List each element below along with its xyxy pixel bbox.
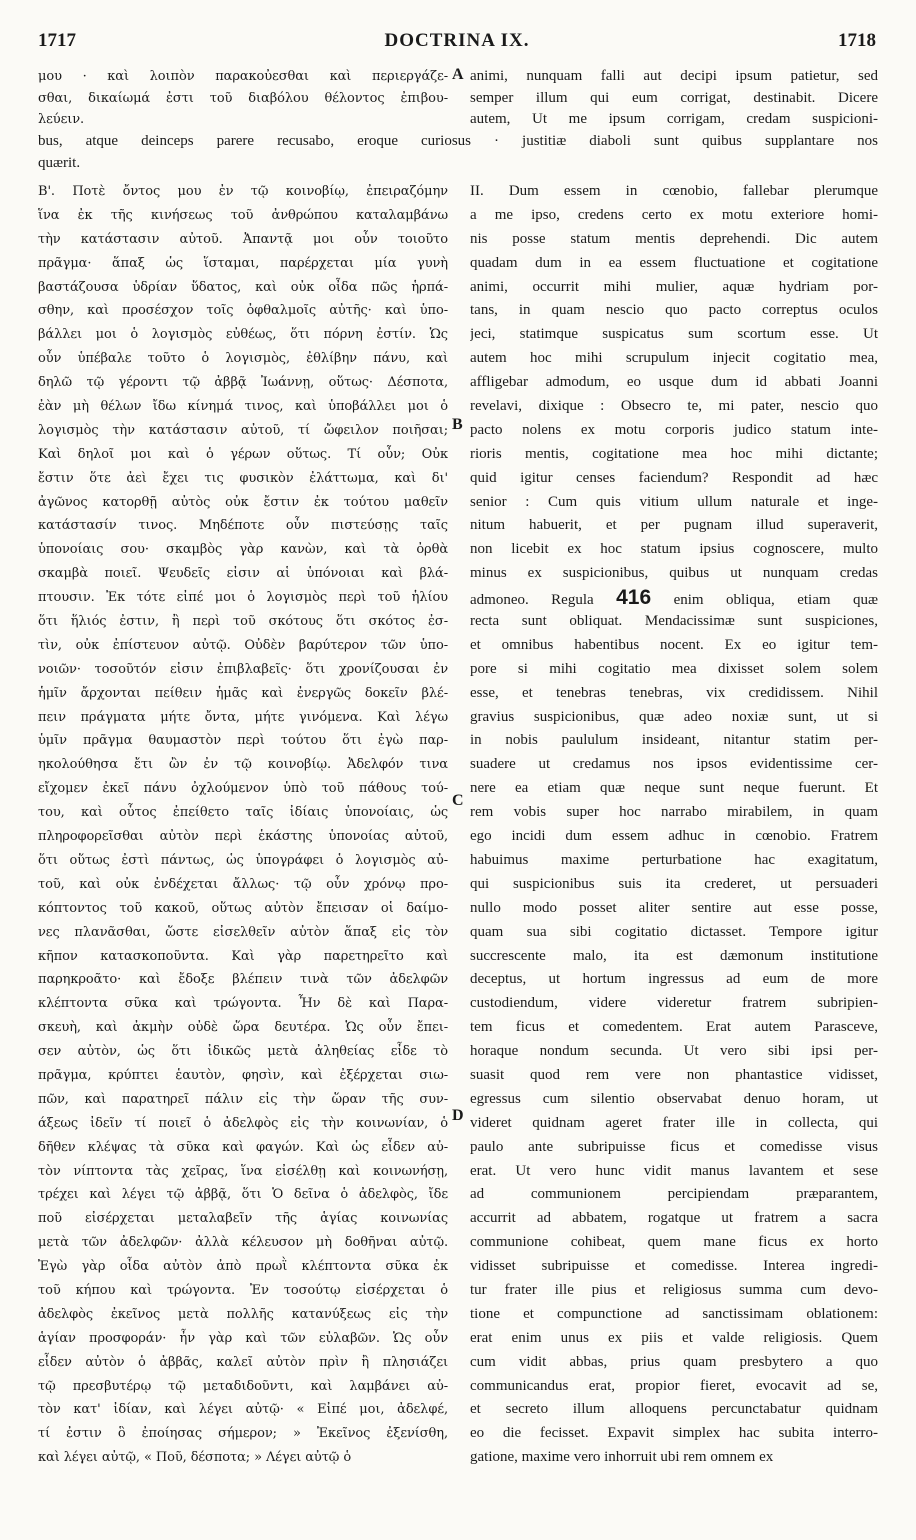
latin-line: gatione, maxime vero inhorruit ubi rem omnem ex: [470, 1449, 774, 1466]
top-latin-column: [470, 66, 878, 131]
greek-line: παρηκροᾶτο· καὶ ἔδοξε βλέπειν τινὰ τῶν ἀδελφῶν: [38, 972, 448, 988]
margin-marker-c: C: [452, 792, 464, 809]
page-number-left: 1717: [38, 30, 76, 51]
greek-line: τὸν κατ' ἰδίαν, καὶ λέγει αὐτῷ· « Εἰπέ μοι, ἀδελφέ,: [38, 1402, 448, 1418]
greek-line: ὑπονοίαις σου· σκαμβὸς γὰρ κανὼν, καὶ τὰ ὀρθὰ: [38, 542, 448, 558]
latin-line: tione et compunctione ad sanctissimam oblationem:: [470, 1305, 878, 1322]
latin-line: a me ipso, credens certo ex motu exteriore homi-: [470, 206, 878, 223]
latin-line: ad communionem percipiendam præparantem,: [470, 1186, 878, 1203]
greek-line: τρέχει καὶ λέγει τῷ ἀββᾷ, ὅτι Ὁ δεῖνα ὁ ἀδελφὸς, ἴδε: [38, 1187, 448, 1203]
latin-line: animi, nunquam falli aut decipi ipsum patietur, sed: [470, 68, 878, 84]
latin-line: II. Dum essem in cœnobio, fallebar plerumque: [470, 183, 878, 199]
greek-line: σθην, καὶ προσέσχον τοῖς ὀφθαλμοῖς αὐτῆς· καὶ ὑπο-: [38, 303, 448, 319]
greek-line: βάλλει μοι ὁ λογισμὸς εὐθέως, ὅτι πόρνη ἐστίν. Ὡς: [38, 327, 448, 343]
latin-line: pacto nolens ex motu corporis judico statum inte-: [470, 421, 878, 438]
latin-line: quadam dum in ea essem fluctuatione et cogitatione: [470, 254, 878, 271]
latin-line: cum vidit abbas, prius quam presbytero a quo: [470, 1353, 878, 1370]
latin-line: accurrit ad abbatem, rogatque ut fratrem a sacra: [470, 1210, 878, 1227]
latin-column: [470, 180, 878, 1470]
greek-line: τοῦ, καὶ οὐκ ἐνδέχεται ἄλλως· τῷ οὖν χρόνῳ προ-: [38, 876, 448, 892]
greek-line: πτουσιν. Ἐκ τότε εἰπέ μοι ὁ λογισμὸς περὶ τοῦ ἡλίου: [38, 590, 448, 606]
latin-line: tans, in quam nescio quo pacto correptus oculos: [470, 302, 878, 319]
greek-line: ὅτι οὕτως ἐστὶ πάντως, ὡς ὑπογράφει ὁ λογισμὸς αὐ-: [38, 852, 448, 868]
greek-line: πρᾶγμα· ἅπαξ ὡς ἵσταμαι, παρέρχεται μία γυνὴ: [38, 255, 448, 271]
latin-line: senior : Cum quis vitium ullum naturale et inge-: [470, 493, 878, 510]
greek-line: τὴν κατάστασιν αὐτοῦ. Ἀπαντᾷ μοι οὖν τοιοῦτο: [38, 231, 448, 247]
latin-line: qui suspicionibus suis ita crederet, ut persuaderi: [470, 875, 878, 892]
latin-line: deceptus, ut hortum ingressus ad eum de more: [470, 971, 878, 988]
latin-line: communione cohibeat, quem mane ficus ex horto: [470, 1234, 878, 1251]
latin-line: et secreto illum alloquens percunctabatur quidnam: [470, 1401, 878, 1418]
greek-line: τὶν, οὐκ ἐπίστευον αὐτῷ. Οὐδὲν βαρύτερον τῶν ὑπο-: [38, 637, 448, 653]
latin-line: autem, Ut me ipsum corrigam, credam suspicioni-: [470, 111, 878, 128]
greek-line: εἶδεν αὐτὸν ὁ ἀββᾶς, καλεῖ αὐτὸν πρὶν ἢ πλησιάζει: [38, 1354, 448, 1370]
greek-line: ἵνα ἐκ τῆς κινήσεως τοῦ ἀνθρώπου καταλαμβάνω: [38, 207, 448, 223]
greek-line: τὸν νίπτοντα τὰς χεῖρας, ἵνα εἰσέλθῃ καὶ κοινωνήσῃ,: [38, 1163, 448, 1179]
greek-line: άξεως ἰδεῖν τί ποιεῖ ὁ ἀδελφὸς εἰς τὴν κοινωνίαν, ὁ: [38, 1115, 448, 1131]
greek-line: Β'. Ποτὲ ὄντος μου ἐν τῷ κοινοβίῳ, ἐπειραζόμην: [38, 184, 448, 199]
greek-line: οὖν ὑπέβαλε τοῦτο ὁ λογισμὸς, ἐθλίβην πάνυ, καὶ: [38, 351, 448, 367]
margin-marker-a: A: [452, 66, 464, 83]
greek-line: ἔστιν ὅτε ἀεὶ ἔχει τις φυσικὸν ἐλάττωμα, καὶ δι': [38, 470, 448, 486]
greek-line: λεύειν.: [38, 112, 85, 128]
greek-line: ἀδελφὸς ἐκεῖνος μετὰ πολλῆς κατανύξεως εἰς τὴν: [38, 1306, 448, 1322]
latin-line: videret quidnam ageret frater ille in collecta, qui: [470, 1114, 878, 1131]
greek-line: ὅτι ἥλιός ἐστιν, ἢ περὶ τοῦ σκότους ὅτι σκότος ἐσ-: [38, 614, 448, 630]
latin-line: nis posse statum mentis deprehendi. Dic autem: [470, 230, 878, 247]
top-greek-column: [38, 66, 448, 131]
latin-line: paulo ante subripuisse ficus et comedisse visus: [470, 1138, 878, 1155]
latin-line: rioris mentis, cogitatione mea hoc mihi dictante;: [470, 445, 878, 462]
full-line: quærit.: [38, 154, 81, 171]
greek-line: ποῦ εἰσέρχεται μεταλαβεῖν τῆς ἁγίας κοινωνίας: [38, 1211, 448, 1227]
greek-column: [38, 180, 448, 1470]
greek-line: ὑμῖν πρᾶγμα θαυμαστὸν περὶ τούτου ὅτι ἐγὼ παρ-: [38, 733, 448, 749]
page-header: [38, 30, 876, 60]
greek-line: μου · καὶ λοιπὸν παρακοὐεσθαι καὶ περιεργάζε-: [38, 69, 448, 84]
full-width-lines: [38, 131, 878, 174]
latin-line: eo die fecisset. Expavit simplex hac subita interro-: [470, 1425, 878, 1442]
greek-line: τῷ πρεσβυτέρῳ τῷ μεταδιδοῦντι, καὶ λαμβάνει αὐ-: [38, 1378, 448, 1394]
latin-line: et omnibus habentibus nocent. Ex eo igitur tem-: [470, 636, 878, 653]
latin-line: horaque nondum secunda. Ut vero sibi ipsi per-: [470, 1043, 878, 1060]
regula-text: admoneo. Regula: [470, 592, 617, 609]
latin-line: erat. Ut vero hunc vidit manus lavantem et sese: [470, 1162, 878, 1179]
latin-line: vidisset subripuisse et comedisse. Interea ingredi-: [470, 1258, 878, 1275]
latin-line: non licebit ex hoc statum ipsius cognoscere, multo: [470, 541, 878, 558]
greek-line: Ἐγὼ γὰρ οἶδα αὐτὸν ἀπὸ πρωῒ κλέπτοντα σῦκα ἐκ: [38, 1259, 448, 1275]
greek-line: κῆπον κατασκοποῦντα. Καὶ γὰρ παρετηρεῖτο καὶ: [38, 948, 448, 964]
latin-line: tem ficus et comedentem. Erat autem Parasceve,: [470, 1019, 878, 1036]
greek-line: Καὶ δηλοῖ μοι καὶ ὁ γέρων οὕτως. Τί οὖν; Οὐκ: [38, 446, 448, 462]
latin-line: nere ea etiam quæ neque sunt neque fuerunt. Et: [470, 780, 878, 797]
latin-line: gravius suspicionibus, quæ adeo noxiæ sunt, ut si: [470, 708, 878, 725]
latin-line: [470, 586, 878, 610]
latin-line: minus ex suspicionibus, quibus ut nunquam credas: [470, 565, 878, 582]
greek-line: σεν αὐτὸν, ὡς ὅτι ἰδικῶς μετὰ ἀληθείας εἶδε τὸ: [38, 1044, 448, 1060]
margin-marker-d: D: [452, 1107, 464, 1124]
greek-line: δῆθεν κλέψας τὰ σῦκα καὶ φαγών. Καὶ ὡς εἶδεν αὐ-: [38, 1139, 448, 1155]
greek-line: καὶ λέγει αὐτῷ, « Ποῦ, δέσποτα; » Λέγει αὐτῷ ὁ: [38, 1450, 352, 1466]
latin-line: semper illum qui eum corrigat, destinabit. Dicere: [470, 89, 878, 106]
greek-line: νοιῶν· τοσοῦτόν εἰσιν ἐπιβλαβεῖς· ὅτι χρονίζουσαι ἐν: [38, 661, 448, 677]
greek-line: τί ἐστιν ὃ ἐποίησας σήμερον; » Ἐκεῖνος ἐξενίσθη,: [38, 1426, 448, 1442]
latin-line: suasit quod rem vere non phantastice vidisset,: [470, 1066, 878, 1083]
margin-marker-b: B: [452, 416, 463, 433]
latin-line: pore si mihi cogitatio mea dixisset solem solem: [470, 660, 878, 677]
full-line: bus, atque deinceps parere recusabo, eroque curiosus · justitiæ diaboli sunt quibus supplantare nos: [38, 133, 878, 149]
latin-line: in nobis paululum insideant, nitantur statim per-: [470, 732, 878, 749]
latin-line: nitum habuerit, et per pugnam illud superaverit,: [470, 517, 878, 534]
greek-line: πειν πράγματα μήτε ὄντα, μήτε γινόμενα. Καὶ λέγω: [38, 709, 448, 725]
latin-line: tur frater ille pius et religiosus summa cum devo-: [470, 1281, 878, 1298]
running-title: DOCTRINA IX.: [384, 30, 530, 51]
greek-line: κατάστασίν τινος. Μηδέποτε οὖν πιστεύσῃς ταῖς: [38, 518, 448, 534]
greek-line: εἴχομεν ἐκεῖ πάνυ ὀχλούμενον ὑπὸ τοῦ πάθους τού-: [38, 781, 448, 797]
greek-line: ἡμῖν ἄρχονται πείθειν ἡμᾶς καὶ ἐνεργῶς δοκεῖν βλέ-: [38, 685, 448, 701]
folio-number: 416: [616, 586, 652, 610]
latin-line: custodiendum, videre videretur fratrem subripien-: [470, 995, 878, 1012]
greek-line: κόπτοντος τοῦ κακοῦ, οὕτως αὐτὸν ἔπεισαν οἱ δαίμο-: [38, 900, 448, 916]
latin-line: recta sunt obliquat. Mendacissimæ sunt suspiciones,: [470, 613, 878, 630]
latin-line: revelavi, dixique : Obsecro te, mi pater, nescio quo: [470, 398, 878, 415]
latin-line: communicandus erat, propior fieret, evocavit ad se,: [470, 1377, 878, 1394]
latin-line: egressus cum silentio observabat denuo horam, ut: [470, 1090, 878, 1107]
regula-continuation: enim obliqua, etiam quæ: [651, 592, 878, 609]
latin-line: suadere ut credamus nos ipsos evidentissime cer-: [470, 756, 878, 773]
latin-line: succrescente malo, ita est dæmonum institutione: [470, 947, 878, 964]
greek-line: δηλῶ τῷ γέροντι τῷ ἀββᾷ Ἰωάννῃ, οὕτως· Δέσποτα,: [38, 375, 448, 391]
greek-line: μετὰ τῶν ἀδελφῶν· ἀλλὰ κέλευσον μὴ δοθῆναι αὐτῷ.: [38, 1235, 448, 1251]
greek-line: κλέπτοντα σῦκα καὶ τρώγοντα. Ἦν δὲ καὶ Παρα-: [38, 996, 448, 1012]
greek-line: λογισμὸς τὴν κατάστασιν αὐτοῦ, τί ὤφειλον ποιῆσαι;: [38, 422, 448, 438]
latin-line: ego incidi dum essem adhuc in cœnobio. Fratrem: [470, 828, 878, 845]
greek-line: πῶν, καὶ παρατηρεῖ πάλιν εἰς τὴν ὥραν τῆς συν-: [38, 1091, 448, 1107]
latin-line: autem hoc mihi scrupulum injecit cogitatio mea,: [470, 350, 878, 367]
page-number-right: 1718: [838, 30, 876, 51]
latin-line: jeci, statimque suspicatus sum scortum esse. Ut: [470, 326, 878, 343]
greek-line: σκαμβὰ ποιεῖ. Ψευδεῖς εἰσιν αἱ ὑπόνοιαι καὶ βλά-: [38, 566, 448, 582]
greek-line: βαστάζουσα ὑδρίαν ὕδατος, καὶ οὐκ οἶδα πῶς ἡρπά-: [38, 279, 448, 295]
latin-line: quam sua sibi cogitatio dictasset. Tempore igitur: [470, 923, 878, 940]
greek-line: σθαι, δικαίωμά ἐστι τοῦ διαβόλου θέλοντος ἐπιβου-: [38, 90, 448, 106]
greek-line: νες πλανᾶσθαι, ὥστε εἰσελθεῖν αὐτὸν ἅπαξ εἰς τὸν: [38, 924, 448, 940]
latin-line: quid igitur censes faciendum? Respondit ad hæc: [470, 469, 878, 486]
greek-line: ἐὰν μὴ θέλων ἴδω κίνημά τινος, καὶ ὑποβάλλει μοι ὁ: [38, 399, 448, 415]
latin-line: nullo modo posset aliter sentire aut esse posse,: [470, 899, 878, 916]
greek-line: ἀγῶνος κατορθῇ αὐτὸς οὐκ ἔστιν ἐκ τούτου μαθεῖν: [38, 494, 448, 510]
latin-line: rem vobis super hoc narrabo mirabilem, in quam: [470, 804, 878, 821]
greek-line: ἁγίαν προσφοράν· ἦν γὰρ καὶ τῶν εὐλαβῶν. Ὡς οὖν: [38, 1330, 448, 1346]
latin-line: animi, occurrit mihi mulier, aquæ hydriam por-: [470, 278, 878, 295]
greek-line: σκευὴ, καὶ ἀκμὴν οὐδὲ ὥρα δευτέρα. Ὡς οὖν ἔπει-: [38, 1020, 448, 1036]
latin-line: erat enim unus ex piis et valde religiosis. Quem: [470, 1329, 878, 1346]
latin-line: esse, et tenebras tenebras, vix credidissem. Nihil: [470, 684, 878, 701]
greek-line: τοῦ κήπου καὶ τρώγοντα. Ἐν τοσούτῳ εἰσέρχεται ὁ: [38, 1282, 448, 1298]
latin-line: habuimus maxime perturbatione hac exagitatum,: [470, 851, 878, 868]
latin-line: affligebar admodum, eo usque dum id abbati Joanni: [470, 374, 878, 391]
greek-line: πληροφορεῖσθαι αὐτὸν περὶ ἑκάστης ὑπονοίας αὐτοῦ,: [38, 829, 448, 845]
greek-line: ηκολούθησα ἔτι ὢν ἐν τῷ κοινοβίῳ. Ἀδελφόν τινα: [38, 757, 448, 773]
greek-line: πρᾶγμα, κρύπτει ἑαυτὸν, φησὶν, καὶ ἐξέρχεται σιω-: [38, 1067, 448, 1083]
greek-line: του, καὶ οὗτος ἐπείθετο ταῖς ἰδίαις ὑπονοίαις, ὡς: [38, 805, 448, 821]
